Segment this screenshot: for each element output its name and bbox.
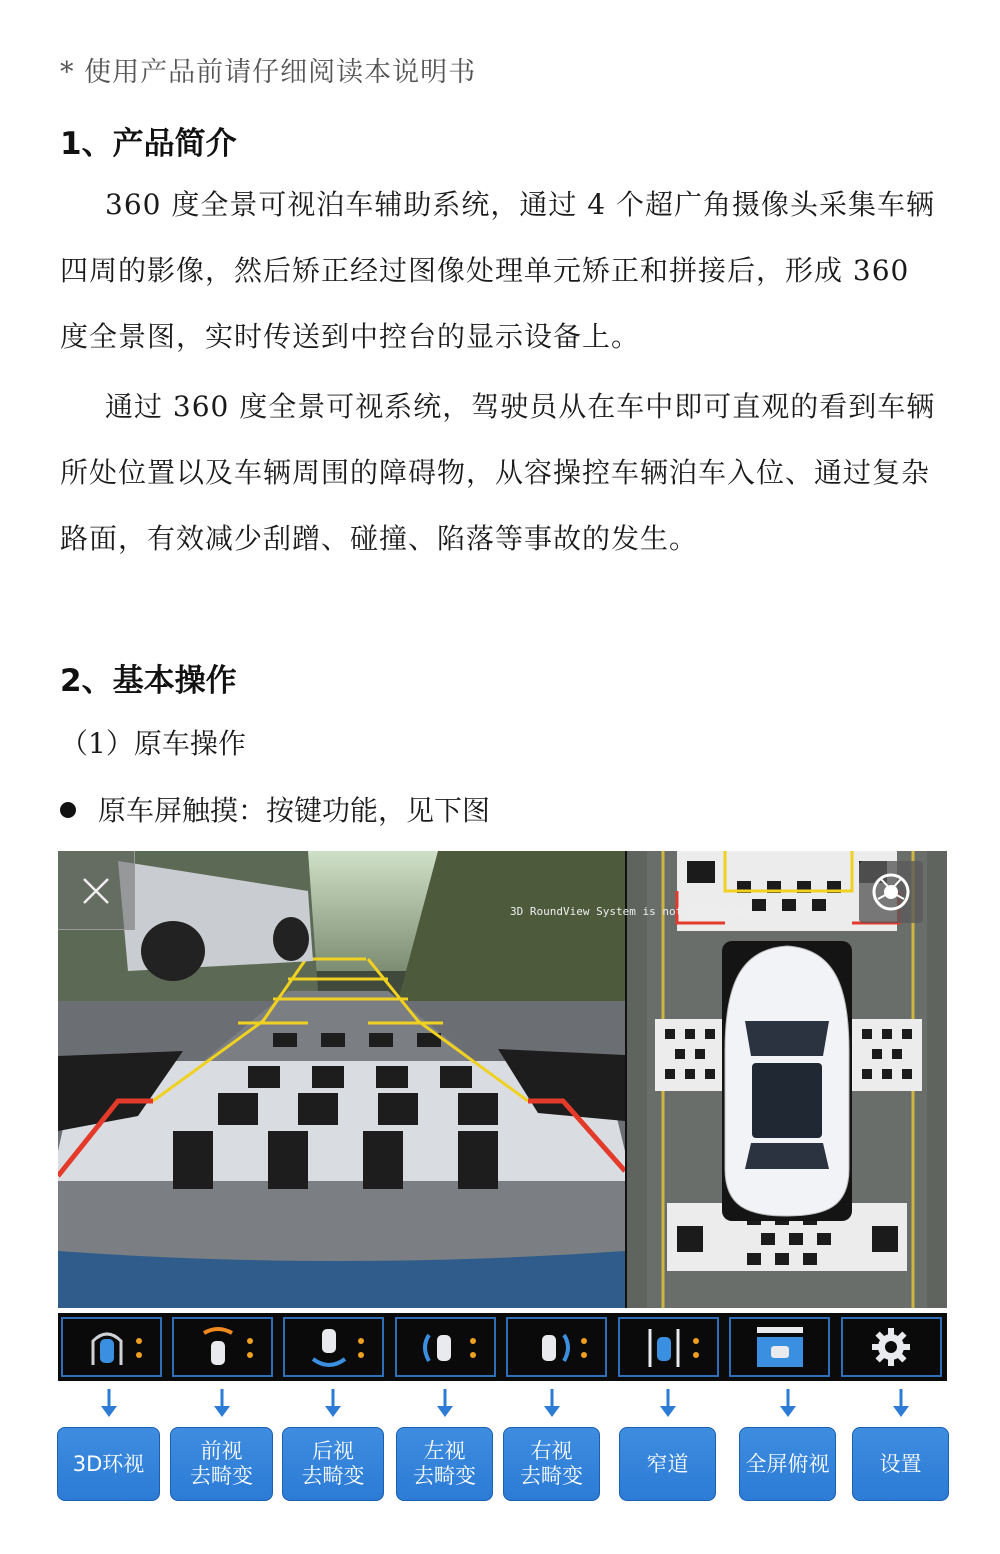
- camera-lens-icon: [859, 861, 923, 923]
- tile-fullscreen-top[interactable]: [729, 1317, 830, 1377]
- bullet-item: [60, 789, 490, 829]
- down-arrow-icon: [540, 1389, 564, 1419]
- gear-icon: [843, 1319, 940, 1375]
- btn-front-view[interactable]: 前视 去畸变: [170, 1427, 273, 1501]
- front-view-icon: [174, 1319, 271, 1375]
- fullscreen-top-icon: [731, 1319, 828, 1375]
- narrow-road-icon: [620, 1319, 717, 1375]
- notice-text: * 使用产品前请仔细阅读本说明书: [60, 57, 477, 88]
- system-status-caption: 3D RoundView System is not activated: [510, 905, 749, 918]
- tile-front-view[interactable]: [172, 1317, 273, 1377]
- tile-left-view[interactable]: [395, 1317, 496, 1377]
- tile-settings[interactable]: [841, 1317, 942, 1377]
- down-arrow-icon: [97, 1389, 121, 1419]
- down-arrow-icon: [889, 1389, 913, 1419]
- bullet-text: 原车屏触摸：按键功能，见下图: [98, 794, 491, 827]
- bullet-dot: [60, 802, 76, 818]
- right-view-icon: [508, 1319, 605, 1375]
- btn-rear-view[interactable]: 后视 去畸变: [282, 1427, 384, 1501]
- subsection-title: （1）原车操作: [60, 727, 246, 760]
- tile-right-view[interactable]: [506, 1317, 607, 1377]
- left-view-icon: [397, 1319, 494, 1375]
- down-arrow-icon: [656, 1389, 680, 1419]
- function-icon-bar: [58, 1313, 947, 1381]
- intro-paragraph-1: 360 度全景可视泊车辅助系统，通过 4 个超广角摄像头采集车辆四周的影像，然后矫正经过图像处理单元矫正和拼接后，形成 360 度全景图，实时传送到中控台的显示设备上。: [60, 188, 935, 353]
- down-arrow-icon: [210, 1389, 234, 1419]
- down-arrow-icon: [776, 1389, 800, 1419]
- rear-camera-view: [58, 851, 625, 1308]
- section-title-operation: 2、基本操作: [60, 663, 237, 699]
- top-down-view: [627, 851, 947, 1308]
- tile-narrow-road[interactable]: [618, 1317, 719, 1377]
- close-icon: [58, 851, 134, 929]
- down-arrow-icon: [433, 1389, 457, 1419]
- rear-view-icon: [285, 1319, 382, 1375]
- btn-surround-3d[interactable]: 3D环视: [57, 1427, 160, 1501]
- view-switch-button[interactable]: [859, 861, 923, 923]
- tile-rear-view[interactable]: [283, 1317, 384, 1377]
- btn-fullscreen-top[interactable]: 全屏俯视: [739, 1427, 836, 1501]
- btn-left-view[interactable]: 左视 去畸变: [396, 1427, 493, 1501]
- surround-3d-icon: [63, 1319, 160, 1375]
- btn-right-view[interactable]: 右视 去畸变: [503, 1427, 600, 1501]
- intro-paragraph-2: 通过 360 度全景可视系统，驾驶员从在车中即可直观的看到车辆所处位置以及车辆周围的障碍物，从容操控车辆泊车入位、通过复杂路面，有效减少刮蹭、碰撞、陷落等事故的发生。: [60, 390, 936, 555]
- tile-surround-3d[interactable]: [61, 1317, 162, 1377]
- btn-settings[interactable]: 设置: [852, 1427, 949, 1501]
- section-title-intro: 1、产品简介: [60, 126, 237, 162]
- down-arrow-icon: [321, 1389, 345, 1419]
- btn-narrow-road[interactable]: 窄道: [619, 1427, 716, 1501]
- head-unit-screen: [58, 851, 947, 1308]
- close-button[interactable]: [58, 851, 135, 930]
